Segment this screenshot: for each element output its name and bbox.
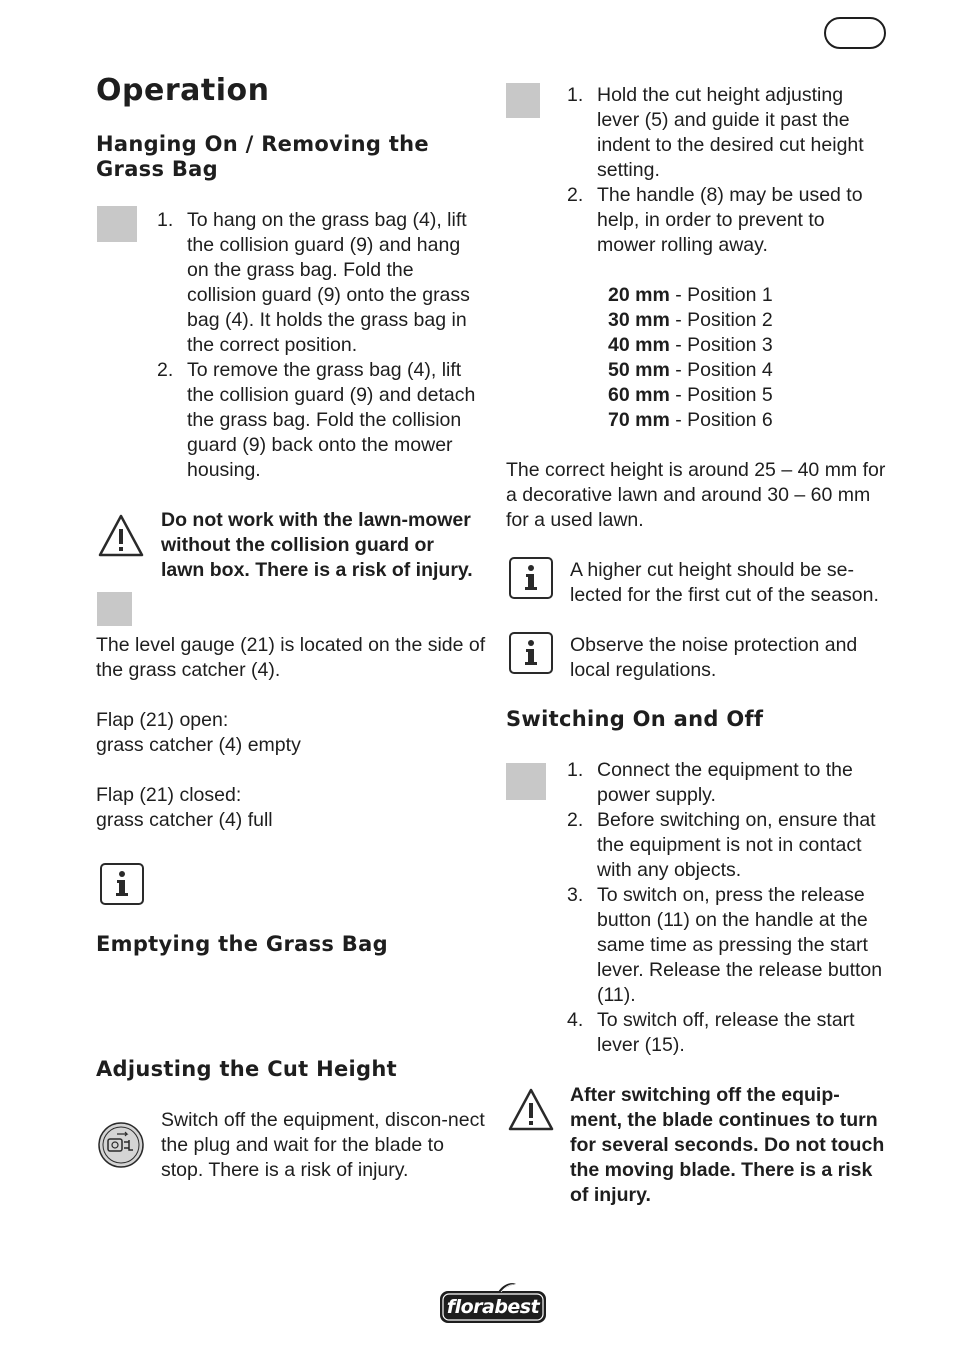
correct-height-text: The correct height is around 25 – 40 mm for a decorative lawn and around 30 – 60 mm for a used lawn. bbox=[506, 459, 886, 531]
list-item: 1. Hold the cut height adjusting lever (5) and guide it past the indent to the desired cut height setting. bbox=[567, 84, 864, 181]
caution-switch-off-text: Switch off the equipment, discon-nect the plug and wait for the blade to stop. There is a risk of injury. bbox=[161, 1109, 485, 1181]
list-item: 40 mm - Position 3 bbox=[608, 334, 773, 356]
section-heading-adjusting: Adjusting the Cut Height bbox=[96, 1057, 397, 1081]
flap-open-text: Flap (21) open: grass catcher (4) empty bbox=[96, 709, 301, 756]
list-item: 30 mm - Position 2 bbox=[608, 309, 773, 331]
list-item: 60 mm - Position 5 bbox=[608, 384, 773, 406]
list-item: 4. To switch off, release the start lever (15). bbox=[567, 1009, 855, 1056]
figure-placeholder bbox=[506, 83, 540, 118]
page-title: Operation bbox=[96, 73, 270, 108]
info-noise-text: Observe the noise protection and local regulations. bbox=[570, 634, 858, 681]
warning-text-blade: After switching off the equip-ment, the blade continues to turn for several seconds. Do not touch the moving blade. There is a risk of injury. bbox=[570, 1084, 885, 1206]
list-item: 50 mm - Position 4 bbox=[608, 359, 773, 381]
logo-text: florabest bbox=[446, 1296, 540, 1318]
hanging-steps bbox=[157, 208, 485, 483]
info-icon bbox=[509, 557, 553, 599]
list-item: 2. To remove the grass bag (4), lift the collision guard (9) and detach the grass bag. Fold the collision guard (9) back onto the mower housing. bbox=[157, 359, 476, 481]
info-icon bbox=[100, 863, 144, 905]
list-item: 2. The handle (8) may be used to help, in order to prevent to mower rolling away. bbox=[567, 184, 863, 256]
warning-icon bbox=[97, 513, 145, 559]
warning-icon bbox=[507, 1087, 555, 1133]
flap-closed-text: Flap (21) closed: grass catcher (4) full bbox=[96, 784, 273, 831]
list-item: 70 mm - Position 6 bbox=[608, 409, 773, 431]
language-badge bbox=[824, 17, 886, 49]
section-heading-hanging: Hanging On / Removing the Grass Bag bbox=[96, 132, 429, 181]
figure-placeholder bbox=[506, 763, 546, 800]
list-item: 2. Before switching on, ensure that the equipment is not in contact with any objects. bbox=[567, 809, 876, 881]
section-heading-switching: Switching On and Off bbox=[506, 707, 764, 731]
switching-steps bbox=[567, 758, 887, 1058]
cut-height-positions bbox=[608, 283, 888, 433]
level-gauge-intro: The level gauge (21) is located on the side of the grass catcher (4). bbox=[96, 634, 486, 681]
list-item: 1. To hang on the grass bag (4), lift the collision guard (9) and hang on the grass bag. Fold the collision guard (9) onto the grass bag (4). It holds the grass bag in the correct position. bbox=[157, 209, 470, 356]
figure-placeholder bbox=[97, 592, 132, 626]
figure-placeholder bbox=[97, 206, 137, 242]
adjusting-steps bbox=[567, 83, 887, 258]
list-item: 3. To switch on, press the release button (11) on the handle at the same time as pressing the start lever. Release the release button (11). bbox=[567, 884, 883, 1006]
info-icon bbox=[509, 632, 553, 674]
section-heading-emptying: Emptying the Grass Bag bbox=[96, 932, 388, 956]
warning-text-collision-guard: Do not work with the lawn-mower without the collision guard or lawn box. There is a risk of injury. bbox=[161, 509, 473, 581]
unplug-icon bbox=[97, 1121, 145, 1169]
list-item: 20 mm - Position 1 bbox=[608, 284, 773, 306]
info-cut-height-text: A higher cut height should be se-lected for the first cut of the season. bbox=[570, 559, 879, 606]
florabest-logo bbox=[438, 1281, 548, 1325]
list-item: 1. Connect the equipment to the power supply. bbox=[567, 759, 853, 806]
